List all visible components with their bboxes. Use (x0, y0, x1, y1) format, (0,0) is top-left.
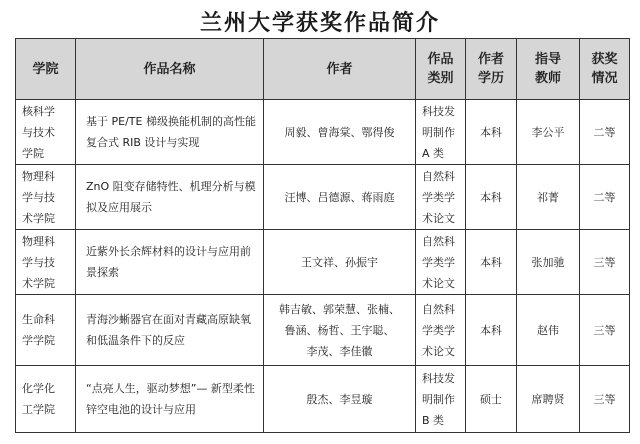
header-award: 获奖 情况 (580, 39, 630, 100)
cell-category: 科技发 明制作 A 类 (416, 100, 466, 165)
cell-college: 化学化 工学院 (16, 366, 76, 433)
cell-advisor: 李公平 (517, 100, 580, 165)
header-category: 作品 类别 (416, 39, 466, 100)
cell-category: 自然科 学类学 术论文 (416, 295, 466, 366)
cell-degree: 本科 (466, 100, 517, 165)
cell-authors: 王文祥、孙振宇 (264, 230, 416, 295)
cell-work-name: “点亮人生，驱动梦想”— 新型柔性锌空电池的设计与应用 (76, 366, 264, 433)
cell-authors: 韩吉敏、郭荣慧、张楠、 鲁涵、杨哲、王宇聪、 李茂、李佳徽 (264, 295, 416, 366)
header-work-name: 作品名称 (76, 39, 264, 100)
cell-award: 三等 (580, 295, 630, 366)
cell-work-name: 近紫外长余辉材料的设计与应用前景探索 (76, 230, 264, 295)
cell-degree: 本科 (466, 295, 517, 366)
cell-authors: 殷杰、李昱璇 (264, 366, 416, 433)
cell-advisor: 赵伟 (517, 295, 580, 366)
cell-category: 自然科 学类学 术论文 (416, 230, 466, 295)
cell-work-name: 基于 PE/TE 梯级换能机制的高性能复合式 RIB 设计与实现 (76, 100, 264, 165)
header-degree: 作者 学历 (466, 39, 517, 100)
table-row (16, 230, 630, 295)
cell-college: 物理科 学与技 术学院 (16, 165, 76, 230)
table-row (16, 366, 630, 433)
cell-college: 核科学 与技术 学院 (16, 100, 76, 165)
header-authors: 作者 (264, 39, 416, 100)
cell-degree: 硕士 (466, 366, 517, 433)
table-row (16, 295, 630, 366)
cell-award: 二等 (580, 165, 630, 230)
awards-table (15, 38, 630, 433)
cell-award: 三等 (580, 230, 630, 295)
cell-category: 科技发 明制作 B 类 (416, 366, 466, 433)
cell-work-name: 青海沙蜥器官在面对青藏高原缺氧和低温条件下的反应 (76, 295, 264, 366)
header-college: 学院 (16, 39, 76, 100)
header-advisor: 指导 教师 (517, 39, 580, 100)
cell-work-name: ZnO 阻变存储特性、机理分析与模拟及应用展示 (76, 165, 264, 230)
cell-degree: 本科 (466, 165, 517, 230)
cell-category: 自然科 学类学 术论文 (416, 165, 466, 230)
cell-authors: 周毅、曾海棠、鄂得俊 (264, 100, 416, 165)
cell-authors: 汪博、吕德源、蒋雨庭 (264, 165, 416, 230)
cell-advisor: 张加驰 (517, 230, 580, 295)
cell-award: 二等 (580, 100, 630, 165)
table-row (16, 165, 630, 230)
cell-degree: 本科 (466, 230, 517, 295)
cell-college: 物理科 学与技 术学院 (16, 230, 76, 295)
table-header-row (16, 39, 630, 100)
cell-advisor: 祁菁 (517, 165, 580, 230)
table-row (16, 100, 630, 165)
cell-advisor: 席聘贤 (517, 366, 580, 433)
page-title: 兰州大学获奖作品简介 (199, 11, 440, 36)
cell-award: 三等 (580, 366, 630, 433)
cell-college: 生命科 学学院 (16, 295, 76, 366)
